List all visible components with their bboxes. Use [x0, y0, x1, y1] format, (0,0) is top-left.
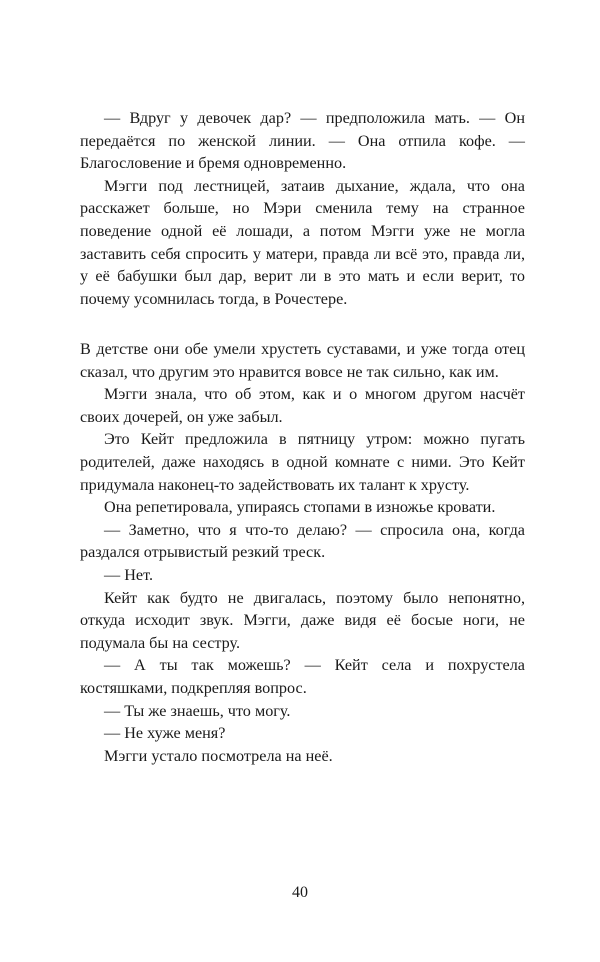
paragraph: Мэгги устало посмотрела на неё. — [104, 746, 333, 765]
text-section-1 — [80, 107, 525, 310]
paragraph: В детстве они обе умели хрустеть суставами, и уже тогда отец сказал, что другим это нравится вовсе не так сильно, как им. — [80, 340, 525, 381]
paragraph: Она репетировала, упираясь стопами в изножье кровати. — [104, 498, 496, 517]
paragraph: Мэгги под лестницей, затаив дыхание, ждала, что она расскажет больше, но Мэри сменила тему на странное поведение одной её лошади, а потом Мэгги уже не могла заставить себя спросить у матери, правда ли всё это, правда ли, у её бабушки был дар, верит ли в это мать и если верит, то почему усомнилась тогда, в Рочестере. — [80, 176, 525, 308]
paragraph: — Ты же знаешь, что могу. — [104, 701, 291, 720]
paragraph: Это Кейт предложила в пятницу утром: можно пугать родителей, даже находясь в одной комнате с ними. Это Кейт придумала наконец-то задействовать их талант к хрусту. — [80, 430, 525, 494]
paragraph: — А ты так можешь? — Кейт села и похрустела костяшками, подкрепляя вопрос. — [80, 656, 525, 697]
paragraph: — Не хуже меня? — [104, 724, 226, 743]
paragraph: — Нет. — [104, 565, 154, 584]
paragraph: Кейт как будто не двигалась, поэтому было непонятно, откуда исходит звук. Мэгги, даже видя её босые ноги, не подумала бы на сестру. — [80, 588, 525, 652]
paragraph: — Вдруг у девочек дар? — предположила мать. — Он передаётся по женской линии. — Она отпила кофе. — Благословение и бремя одновременно. — [80, 109, 525, 173]
page-number: 40 — [292, 884, 308, 901]
paragraph: — Заметно, что я что-то делаю? — спросила она, когда раздался отрывистый резкий треск. — [80, 520, 525, 562]
text-section-2 — [80, 338, 525, 767]
paragraph: Мэгги знала, что об этом, как и о многом другом насчёт своих дочерей, он уже забыл. — [80, 385, 525, 426]
